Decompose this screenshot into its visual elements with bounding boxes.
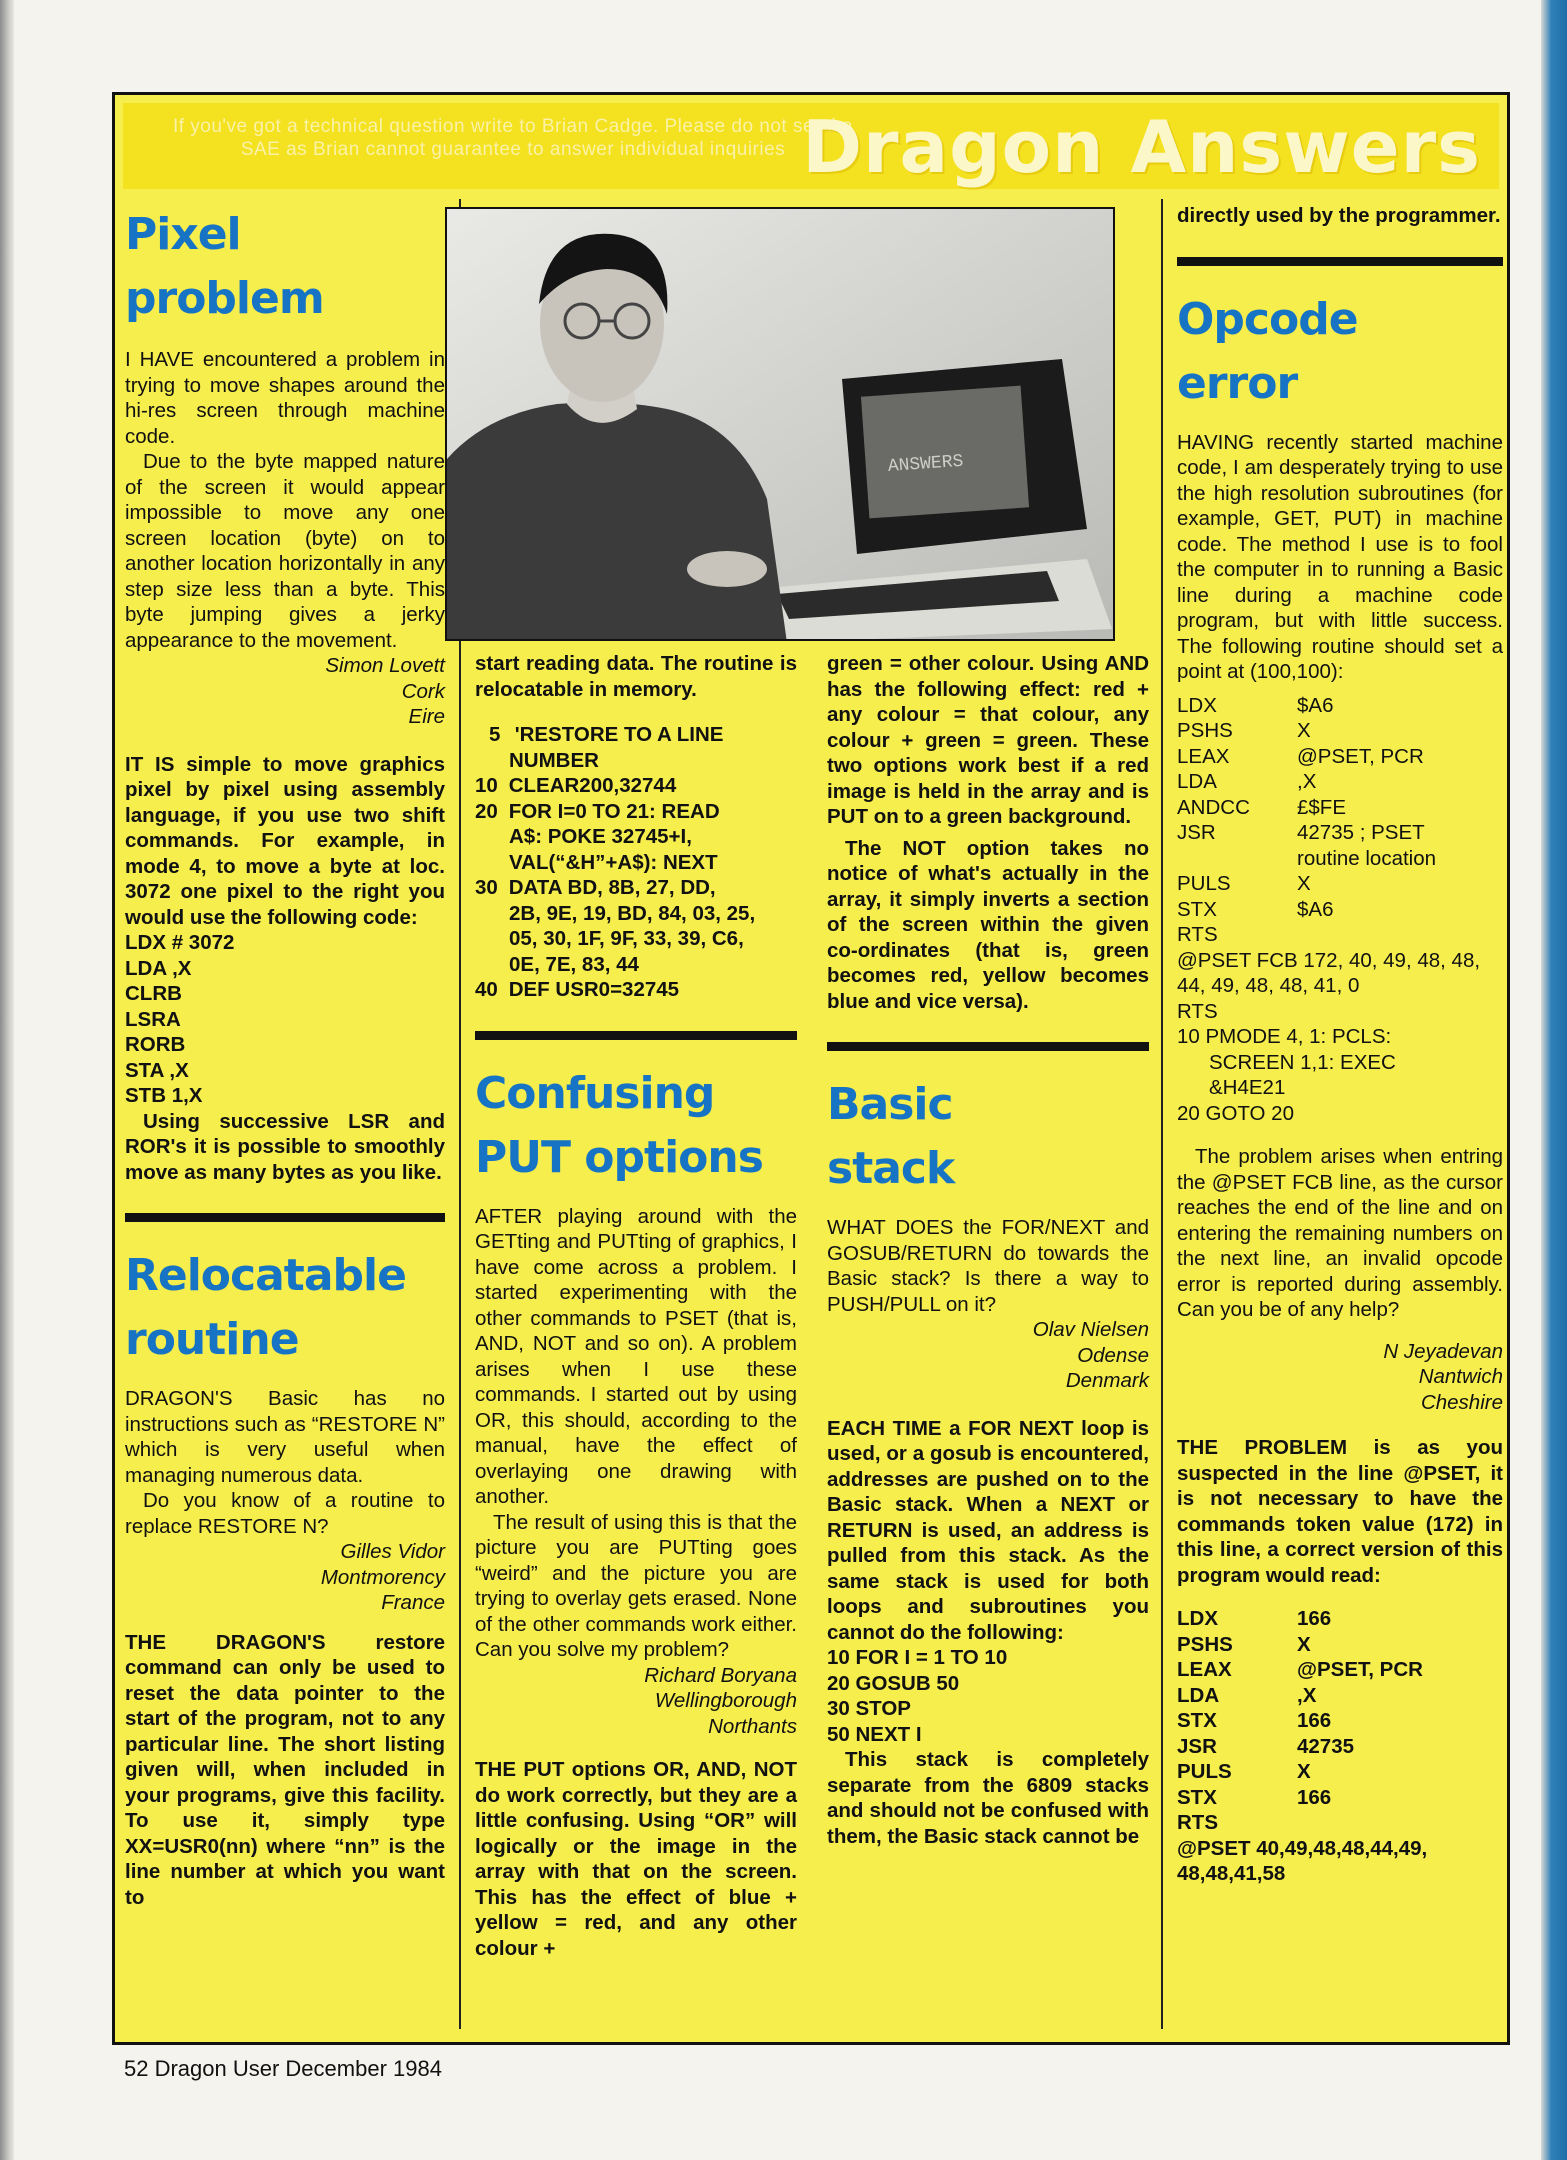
asm-arg: @PSET, PCR — [1297, 1658, 1423, 1681]
asm-arg: ,X — [1297, 770, 1317, 793]
header-banner — [123, 103, 1499, 189]
heading-line: Opcode — [1177, 293, 1358, 345]
listing-line: 5 'RESTORE TO A LINE — [489, 723, 724, 746]
signature-name: N Jeyadevan — [1383, 1339, 1503, 1363]
asm-arg: X — [1297, 719, 1311, 742]
asm-arg — [1297, 1810, 1503, 1836]
code-line: 50 NEXT I — [827, 1722, 922, 1746]
put-signature — [475, 1663, 797, 1740]
asm-op: PULS — [1177, 1760, 1232, 1783]
asm-op: PSHS — [1177, 1632, 1233, 1656]
code-line: 20 GOSUB 50 — [827, 1671, 960, 1695]
put-answer-cont: green = other colour. Using AND has the following effect: red + any colour = that colour, any colour + green = green. These two options work best if a red image is held in the array and is PUT on to a green background. — [827, 652, 1149, 828]
heading-line: Relocatable — [125, 1250, 406, 1301]
header-note: If you've got a technical question write to Brian Cadge. Please do not send a SAE as Brian cannot guarantee to answer individual inquiries — [172, 116, 854, 160]
signature-country: Denmark — [1065, 1369, 1149, 1392]
pixel-answer-2: Using successive LSR and ROR's it is possible to smoothly move as many bytes as you like. — [125, 1109, 445, 1184]
code-line: LSRA — [125, 1007, 181, 1031]
photo-illustration — [447, 209, 1115, 641]
put-letter-p1: AFTER playing around with the GETting and PUTting of graphics, I have come across a problem. I started experimenting with the other commands to PSET (that is, AND, NOT and so on). A problem arises when I use these commands. I started out by using OR, this should, according to the manual, have the effect of overlaying one drawing with another. — [475, 1204, 797, 1508]
relocatable-letter-p1: DRAGON'S Basic has no instructions such as “RESTORE N” which is very useful when managing numerous data. — [125, 1387, 445, 1487]
listing-line: 20 FOR I=0 TO 21: READ — [475, 799, 720, 823]
listing-line: 05, 30, 1F, 9F, 33, 39, C6, — [509, 927, 744, 950]
pixel-code-listing — [125, 930, 445, 1109]
section-divider — [1177, 257, 1503, 266]
relocatable-letter-p2: Do you know of a routine to replace RESTORE N? — [125, 1489, 445, 1538]
put-letter-p2: The result of using this is that the picture you are PUTting goes “weird” and the picture you are trying to overlay gets erased. None of the other commands work either. Can you solve my problem? — [475, 1510, 797, 1661]
opcode-signature — [1177, 1339, 1503, 1416]
opcode-corrected-listing — [1177, 1606, 1503, 1836]
asm-arg: 42735 — [1297, 1734, 1355, 1758]
heading-line: error — [1177, 357, 1298, 409]
signature-name: Olav Nielsen — [1032, 1318, 1149, 1341]
code-line: CLRB — [125, 982, 182, 1005]
page-binding-edge — [0, 0, 14, 2160]
section-divider — [125, 1213, 445, 1222]
listing-line: 2B, 9E, 19, BD, 84, 03, 25, — [509, 901, 756, 925]
heading-line: Pixel — [125, 209, 241, 260]
asm-arg: 166 — [1297, 1709, 1332, 1732]
listing-line: NUMBER — [509, 748, 599, 772]
asm-op: STX — [1177, 897, 1217, 921]
put-answer-cont-2: The NOT option takes no notice of what's actually in the array, it simply inverts a section of the screen within the given co-ordinates (that is, green becomes red, yellow becomes blue and vice versa). — [827, 836, 1149, 1013]
signature-name: Simon Lovett — [325, 654, 445, 677]
pixel-answer: IT IS simple to move graphics pixel by pixel using assembly language, if you use two shift commands. For example, in mode 4, to move a byte at loc. 3072 one pixel to the right you would use the following code: — [125, 752, 445, 929]
code-line: 30 STOP — [827, 1697, 911, 1720]
pixel-letter-p2: Due to the byte mapped nature of the screen it would appear impossible to move any one screen location (byte) on to another location horizontally in any step size less than a byte. This byte jumping gives a jerky appearance to the movement. — [125, 450, 445, 652]
asm-arg: 42735 ; PSET — [1297, 821, 1425, 844]
listing-line: 10 CLEAR200,32744 — [475, 774, 677, 797]
signature-town: Cork — [401, 679, 445, 703]
asm-arg: 166 — [1297, 1785, 1332, 1809]
asm-arg: X — [1297, 1632, 1311, 1656]
stack-answer-2: This stack is completely separate from the 6809 stacks and should not be confused with them, the Basic stack cannot be — [827, 1748, 1149, 1848]
relocatable-answer-cont: start reading data. The routine is relocatable in memory. — [475, 652, 797, 701]
code-line: STB 1,X — [125, 1084, 203, 1107]
heading-line: problem — [125, 273, 324, 324]
code-line: STA ,X — [125, 1058, 189, 1082]
signature-country: Eire — [408, 705, 445, 728]
column-rule — [1161, 199, 1163, 2029]
asm-op: STX — [1177, 1709, 1217, 1732]
code-line: LDX # 3072 — [125, 931, 235, 954]
heading-line: stack — [827, 1143, 955, 1194]
code-line: 20 GOTO 20 — [1177, 1101, 1294, 1125]
opcode-letter: HAVING recently started machine code, I am desperately trying to use the high resolution subroutines (for example, GET, PUT) in machine code. The method I use is to fool the computer in to running a Basic line during a machine code program, but with little success. The following routine should set a point at (100,100): — [1177, 430, 1503, 683]
column-1 — [125, 203, 445, 1910]
section-divider — [475, 1031, 797, 1040]
asm-arg: 166 — [1297, 1607, 1332, 1630]
listing-line: A$: POKE 32745+I, — [509, 825, 692, 848]
stack-signature — [827, 1317, 1149, 1394]
signature-country: France — [381, 1591, 445, 1614]
signature-county: Northants — [708, 1714, 797, 1738]
stack-code-listing — [827, 1645, 1149, 1747]
signature-town: Montmorency — [320, 1565, 445, 1589]
page-right-edge — [1541, 0, 1567, 2160]
asm-op: LDX — [1177, 693, 1217, 717]
signature-name: Richard Boryana — [644, 1663, 797, 1687]
section-divider — [827, 1042, 1149, 1051]
pixel-heading — [125, 203, 445, 331]
photo-brian-cadge — [445, 207, 1115, 641]
code-line: 10 PMODE 4, 1: PCLS: — [1177, 1025, 1392, 1048]
heading-line: PUT options — [475, 1131, 763, 1183]
page-footer: 52 Dragon User December 1984 — [124, 2056, 442, 2081]
asm-arg: $A6 — [1297, 693, 1334, 717]
signature-town: Nantwich — [1418, 1365, 1503, 1388]
asm-op: RTS — [1177, 923, 1218, 946]
asm-arg — [1297, 922, 1503, 948]
stack-heading — [827, 1073, 1149, 1201]
put-answer: THE PUT options OR, AND, NOT do work correctly, but they are a little confusing. Using “OR” will logically or the image in the array with that on the screen. This has the effect of blue + yellow = red, and any other colour + — [475, 1758, 797, 1960]
signature-name: Gilles Vidor — [340, 1540, 445, 1563]
heading-line: Basic — [827, 1079, 953, 1130]
asm-op: LEAX — [1177, 744, 1230, 768]
asm-op: RTS — [1177, 1811, 1218, 1834]
asm-arg: ,X — [1297, 1683, 1317, 1707]
signature-town: Odense — [1077, 1343, 1149, 1367]
asm-op: LDA — [1177, 1683, 1220, 1707]
opcode-answer: THE PROBLEM is as you suspected in the line @PSET, it is not necessary to have the commands token value (172) in this line, a correct version of this program would read: — [1177, 1436, 1503, 1587]
relocatable-answer: THE DRAGON'S restore command can only be used to reset the data pointer to the start of the program, not to any particular line. The short listing given will, when included in your programs, give this facility. To use it, simply type XX=USR0(nn) where “nn” is the line number at which you want to — [125, 1630, 445, 1909]
asm-op: JSR — [1177, 1734, 1217, 1758]
put-heading — [475, 1062, 797, 1190]
asm-op: LDX — [1177, 1607, 1218, 1630]
listing-line: 30 DATA BD, 8B, 27, DD, — [475, 876, 716, 899]
asm-arg: X — [1297, 872, 1311, 895]
code-line: SCREEN 1,1: EXEC — [1209, 1050, 1396, 1074]
code-line: RORB — [125, 1033, 186, 1056]
heading-line: Confusing — [475, 1067, 715, 1119]
listing-line: 40 DEF USR0=32745 — [475, 978, 680, 1001]
relocatable-signature — [125, 1539, 445, 1616]
asm-op: JSR — [1177, 821, 1216, 844]
heading-line: routine — [125, 1314, 299, 1365]
asm-arg: X — [1297, 1760, 1311, 1783]
opcode-heading — [1177, 288, 1503, 416]
column-4 — [1177, 203, 1503, 1887]
signature-county: Cheshire — [1420, 1390, 1503, 1414]
asm-arg: £$FE — [1297, 795, 1346, 819]
asm-arg: routine location — [1297, 846, 1437, 870]
opcode-asm-listing — [1177, 693, 1503, 948]
stack-letter: WHAT DOES the FOR/NEXT and GOSUB/RETURN do towards the Basic stack? Is there a way to PUSH/PULL on it? — [827, 1216, 1149, 1316]
asm-op: LEAX — [1177, 1658, 1232, 1681]
asm-op: PSHS — [1177, 719, 1233, 742]
code-line: 10 FOR I = 1 TO 10 — [827, 1646, 1008, 1669]
opcode-pset-line: @PSET 40,49,48,48,44,49, 48,48,41,58 — [1177, 1836, 1428, 1885]
asm-op: PULS — [1177, 872, 1231, 895]
pixel-signature — [125, 653, 445, 730]
masthead-title: Dragon Answers — [802, 105, 1481, 189]
asm-op: LDA — [1177, 770, 1217, 793]
listing-line: VAL(“&H”+A$): NEXT — [509, 850, 718, 874]
code-line: LDA ,X — [125, 956, 192, 980]
stack-answer: EACH TIME a FOR NEXT loop is used, or a gosub is encountered, addresses are pushed on to the Basic stack. When a NEXT or RETURN is used, an address is pulled from this stack. As the same stack is used for both loops and subroutines you cannot do the following: — [827, 1416, 1149, 1644]
listing-line: 0E, 7E, 83, 44 — [509, 952, 639, 976]
stack-answer-cont: directly used by the programmer. — [1177, 204, 1501, 227]
asm-op — [1177, 846, 1297, 872]
signature-town: Wellingborough — [654, 1689, 797, 1712]
asm-op: STX — [1177, 1785, 1217, 1809]
monitor-screen-text: ANSWERS — [887, 451, 965, 477]
asm-arg: @PSET, PCR — [1297, 744, 1424, 768]
relocatable-heading — [125, 1244, 445, 1372]
opcode-basic-listing — [1177, 1024, 1503, 1126]
code-line: &H4E21 — [1209, 1076, 1286, 1099]
column-3 — [827, 651, 1149, 1849]
asm-op: ANDCC — [1177, 795, 1250, 819]
opcode-fcb-line: @PSET FCB 172, 40, 49, 48, 48, 44, 49, 48, 48, 41, 0 — [1177, 948, 1481, 997]
opcode-letter-2: The problem arises when entring the @PSET FCB line, as the cursor reaches the end of the line and on entering the remaining numbers on the next line, an invalid opcode error is reported during assembly. Can you be of any help? — [1177, 1145, 1503, 1321]
magazine-page — [112, 92, 1510, 2045]
opcode-rts-line: RTS — [1177, 999, 1218, 1023]
pixel-letter-p1: I HAVE encountered a problem in trying to move shapes around the hi-res screen through machine code. — [125, 348, 445, 448]
column-2 — [475, 651, 797, 1961]
relocatable-listing — [475, 722, 797, 1003]
asm-arg: $A6 — [1297, 897, 1334, 921]
